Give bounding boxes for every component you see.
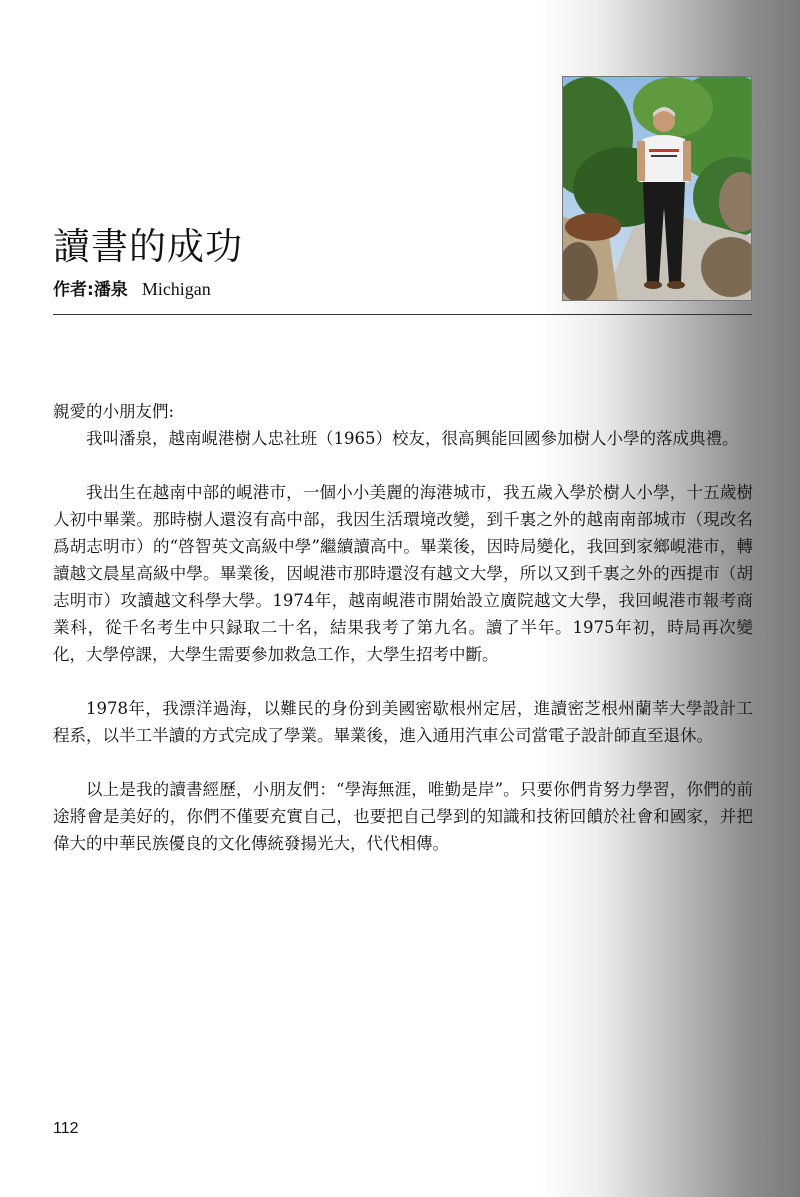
title-divider (53, 314, 752, 315)
paragraph-2: 我出生在越南中部的峴港市，一個小小美麗的海港城市，我五歲入學於樹人小學，十五歲樹人初中畢業。那時樹人還沒有高中部，我因生活環境改變，到千裏之外的越南南部城市（現改名爲胡志明市）的“啓智英文高級中學”繼續讀高中。畢業後，因時局變化，我回到家鄉峴港市，轉讀越文晨星高級中學。畢業後，因峴港市那時還沒有越文大學，所以又到千裏之外的西提市（胡志明市）攻讀越文科學大學。1974年，越南峴港市開始設立廣院越文大學，我回峴港市報考商業科，從千名考生中只録取二十名，結果我考了第九名。讀了半年。1975年初，時局再次變化，大學停課，大學生需要參加救急工作，大學生招考中斷。 (53, 483, 753, 664)
author-location: Michigan (141, 279, 211, 299)
byline (53, 277, 211, 302)
article-title: 讀書的成功 (53, 225, 243, 268)
author-photo (562, 76, 752, 301)
author-label: 作者: (53, 280, 94, 300)
author-name: 潘泉 (93, 280, 128, 300)
greeting: 親愛的小朋友們: (53, 402, 175, 421)
paragraph-3: 1978年，我漂洋過海，以難民的身份到美國密歇根州定居，進讀密芝根州蘭莘大學設計工程系，以半工半讀的方式完成了學業。畢業後，進入通用汽車公司當電子設計師直至退休。 (53, 699, 753, 745)
paragraph-4: 以上是我的讀書經歷，小朋友們：“學海無涯，唯勤是岸”。只要你們肯努力學習，你們的前途將會是美好的，你們不僅要充實自己，也要把自己學到的知識和技術回饋於社會和國家，并把偉大的中華民族優良的文化傳統發揚光大，代代相傳。 (53, 780, 753, 853)
article-body (53, 398, 753, 857)
author-portrait-photo-icon (563, 77, 752, 301)
page-number: 112 (53, 1120, 79, 1137)
paragraph-1: 我叫潘泉，越南峴港樹人忠社班（1965）校友，很高興能回國參加樹人小學的落成典禮。 (86, 429, 739, 448)
